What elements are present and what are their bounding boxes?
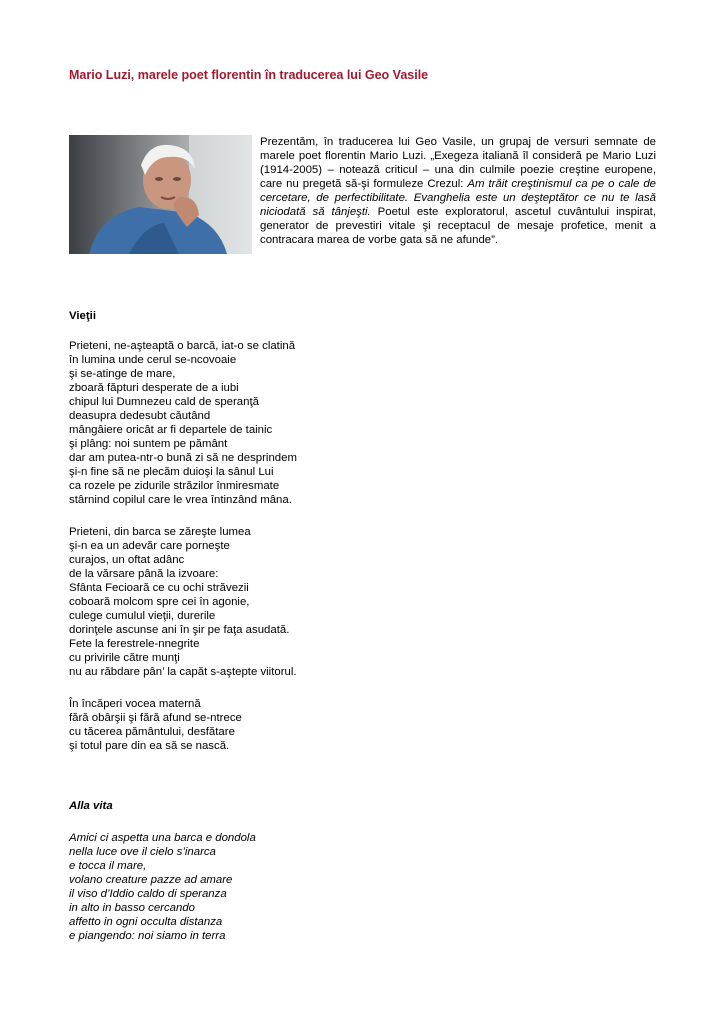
verse-line: În încăperi vocea maternă [69, 698, 201, 710]
verse-line: mângâiere oricât ar fi departele de tainic [69, 424, 273, 436]
intro-text-start: Prezentăm, în traducerea lui Geo Vasile, un grupaj de versuri semnate de marele poet florentin Mario Luzi. „Exegeza italiană îl consideră pe Mario Luzi (1914-2005) – notează criticul – una din culmile poezie creştine europene, care nu pregetă să-şi formuleze Crezul: [260, 136, 656, 190]
verse-line: Prieteni, din barca se zăreşte lumea [69, 526, 251, 538]
verse-line: deasupra dedesubt căutând [69, 410, 211, 422]
poem-stanza-1 [69, 339, 297, 507]
verse-line: e tocca il mare, [69, 860, 147, 872]
poem-italian-stanza-1 [69, 831, 256, 943]
article-title: Mario Luzi, marele poet florentin în traducerea lui Geo Vasile [69, 68, 429, 82]
verse-line: şi se-atinge de mare, [69, 368, 176, 380]
verse-line: zboară făpturi desperate de a iubi [69, 382, 239, 394]
verse-line: Sfânta Fecioară ce cu ochi străvezii [69, 582, 249, 594]
verse-line: de la vărsare până la izvoare: [69, 568, 219, 580]
verse-line: Prieteni, ne-aşteaptă o barcă, iat-o se clatină [69, 340, 296, 352]
verse-line: chipul lui Dumnezeu cald de speranţă [69, 396, 259, 408]
intro-text-end: Poetul este exploratorul, ascetul cuvântului inspirat, generator de prevestiri vitale şi receptacul de mesaje profetice, menit a contracara marea de vorbe gata să ne afunde”. [260, 206, 656, 246]
intro-quote: Am trăit creştinismul ca pe o cale de cercetare, de perfectibilitate. Evanghelia este un deşteptător ce nu te lasă niciodată să tânjeşti. [260, 178, 656, 218]
verse-line: fără obârşii şi fără afund se-ntrece [69, 712, 242, 724]
verse-line: cu tăcerea pământului, desfătare [69, 726, 235, 738]
verse-line: şi totul pare din ea să se nască. [69, 740, 230, 752]
verse-line: Fete la ferestrele-nnegrite [69, 638, 200, 650]
verse-line: nella luce ove il cielo s’inarca [69, 846, 216, 858]
verse-line: culege cumulul vieţii, durerile [69, 610, 216, 622]
verse-line: şi-n ea un adevăr care porneşte [69, 540, 230, 552]
verse-line: Amici ci aspetta una barca e dondola [69, 832, 256, 844]
verse-line: şi plâng: noi suntem pe pământ [69, 438, 228, 450]
verse-line: stârnind copilul care le vrea întinzând mâna. [69, 494, 292, 506]
verse-line: în lumina unde cerul se-ncovoaie [69, 354, 237, 366]
poem-stanza-3 [69, 697, 242, 753]
intro-paragraph [260, 135, 656, 247]
verse-line: volano creature pazze ad amare [69, 874, 233, 886]
verse-line: il viso d’Iddio caldo di speranza [69, 888, 227, 900]
verse-line: curajos, un oftat adânc [69, 554, 185, 566]
verse-line: affetto in ogni occulta distanza [69, 916, 223, 928]
verse-line: nu au răbdare pân’ la capăt s-aştepte viitorul. [69, 666, 297, 678]
verse-line: e piangendo: noi siamo in terra [69, 930, 226, 942]
verse-line: coboară molcom spre cei în agonie, [69, 596, 250, 608]
verse-line: ca rozele pe zidurile străzilor înmiresmate [69, 480, 280, 492]
poem-stanza-2 [69, 525, 297, 679]
poem-title-romanian: Vieţii [69, 310, 97, 322]
verse-line: in alto in basso cercando [69, 902, 196, 914]
verse-line: cu privirile către munţi [69, 652, 180, 664]
verse-line: dorinţele ascunse ani în şir pe faţa asudată. [69, 624, 290, 636]
portrait-photo [69, 135, 252, 254]
verse-line: şi-n fine să ne plecăm duioşi la sânul Lui [69, 466, 274, 478]
poem-title-italian: Alla vita [69, 800, 113, 812]
verse-line: dar am putea-ntr-o bună zi să ne desprindem [69, 452, 297, 464]
